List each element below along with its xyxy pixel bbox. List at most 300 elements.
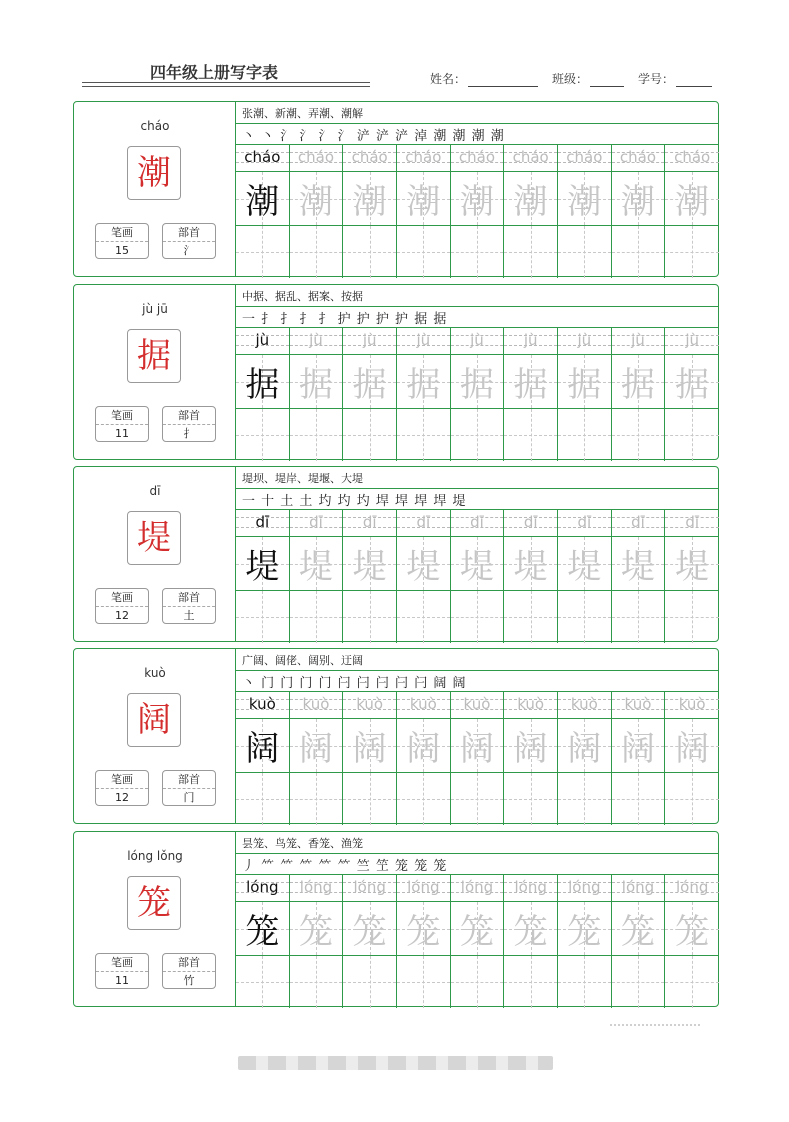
pinyin-cell[interactable]: [451, 874, 504, 902]
pinyin-cell[interactable]: [343, 144, 396, 172]
practice-column: [558, 144, 612, 278]
empty-cell[interactable]: [612, 773, 665, 825]
character-pinyin: cháo: [140, 119, 170, 133]
pinyin-cell[interactable]: [665, 509, 719, 537]
empty-cell[interactable]: [558, 226, 611, 278]
pinyin-trace: dī: [416, 513, 431, 531]
empty-cell[interactable]: [236, 773, 289, 825]
pinyin-trace: dī: [523, 513, 538, 531]
char-trace: 堤: [352, 547, 387, 587]
pinyin-trace: cháo: [674, 148, 711, 166]
id-field[interactable]: [676, 74, 712, 87]
practice-column: [558, 874, 612, 1008]
char-trace: 据: [620, 365, 655, 405]
empty-cell[interactable]: [343, 226, 396, 278]
practice-column: [612, 144, 666, 278]
pinyin-cell[interactable]: [397, 874, 450, 902]
practice-column: [397, 144, 451, 278]
char-cell[interactable]: [558, 719, 611, 773]
pinyin-cell[interactable]: [451, 327, 504, 355]
practice-column: [290, 144, 344, 278]
char-trace: 笼: [567, 912, 602, 952]
pinyin-trace: jù: [685, 331, 699, 349]
char-trace: 潮: [406, 182, 441, 222]
pinyin-trace: cháo: [566, 148, 603, 166]
character-box: [127, 876, 181, 930]
empty-cell[interactable]: [504, 409, 557, 461]
char-cell[interactable]: [290, 719, 343, 773]
pinyin-cell[interactable]: [504, 691, 557, 719]
empty-cell[interactable]: [665, 956, 719, 1008]
char-trace: 潮: [298, 182, 333, 222]
pinyin-cell[interactable]: [558, 874, 611, 902]
pinyin-trace: dī: [255, 513, 270, 531]
char-cell[interactable]: [451, 355, 504, 409]
pinyin-trace: dī: [631, 513, 645, 531]
row-divider: [236, 853, 719, 854]
practice-column: [290, 691, 344, 825]
row-divider: [236, 123, 719, 124]
empty-cell[interactable]: [397, 226, 450, 278]
pinyin-trace: cháo: [244, 148, 281, 166]
char-trace: 据: [513, 365, 548, 405]
pinyin-cell[interactable]: [612, 691, 665, 719]
pinyin-cell[interactable]: [236, 874, 289, 902]
radical-box: [162, 953, 216, 989]
char-cell[interactable]: [612, 719, 665, 773]
empty-cell[interactable]: [290, 226, 343, 278]
name-field[interactable]: [468, 74, 538, 87]
stroke-order: 一 扌 扌 扌 扌 护 护 护 护 据 据: [242, 312, 448, 327]
char-cell[interactable]: [236, 537, 289, 591]
pinyin-cell[interactable]: [397, 144, 450, 172]
radical-box: [162, 770, 216, 806]
char-cell[interactable]: [665, 537, 719, 591]
char-cell[interactable]: [343, 719, 396, 773]
empty-cell[interactable]: [612, 591, 665, 643]
pinyin-trace: dī: [470, 513, 484, 531]
word-list: 中据、据乱、据案、按据: [242, 290, 363, 303]
pinyin-trace: kuò: [248, 695, 276, 713]
empty-cell[interactable]: [451, 409, 504, 461]
practice-column: [236, 874, 290, 1008]
strokes-label: 笔画: [96, 954, 148, 972]
practice-column: [558, 509, 612, 643]
strokes-box: [95, 588, 149, 624]
char-cell[interactable]: [558, 902, 611, 956]
practice-area: [236, 467, 719, 641]
pinyin-cell[interactable]: [665, 144, 719, 172]
pinyin-trace: cháo: [405, 148, 442, 166]
class-field[interactable]: [590, 74, 624, 87]
practice-column: [612, 327, 666, 461]
character-box: [127, 693, 181, 747]
practice-column: [504, 509, 558, 643]
practice-column: [343, 691, 397, 825]
pinyin-cell[interactable]: [504, 327, 557, 355]
row-divider: [236, 670, 719, 671]
char-trace: 笼: [620, 912, 655, 952]
char-cell[interactable]: [397, 719, 450, 773]
char-trace: 堤: [298, 547, 333, 587]
practice-area: [236, 832, 719, 1006]
empty-cell[interactable]: [504, 591, 557, 643]
pinyin-trace: kuò: [624, 695, 652, 713]
empty-cell[interactable]: [665, 226, 719, 278]
char-cell[interactable]: [290, 537, 343, 591]
char-trace: 笼: [352, 912, 387, 952]
char-cell[interactable]: [504, 537, 557, 591]
practice-column: [397, 327, 451, 461]
id-label: 学号：: [638, 72, 675, 86]
char-trace: 堤: [245, 547, 280, 587]
char-cell[interactable]: [236, 172, 289, 226]
char-cell[interactable]: [665, 355, 719, 409]
pinyin-cell[interactable]: [665, 874, 719, 902]
title-underline-2: [82, 86, 370, 87]
empty-cell[interactable]: [665, 591, 719, 643]
empty-cell[interactable]: [343, 956, 396, 1008]
radical-label: 部首: [163, 224, 215, 242]
char-cell[interactable]: [290, 355, 343, 409]
empty-cell[interactable]: [397, 956, 450, 1008]
character-info: [74, 102, 236, 276]
word-list: 张潮、新潮、弄潮、潮解: [242, 107, 363, 120]
stroke-order: 一 十 土 土 圴 圴 圴 垾 垾 垾 垾 堤: [242, 494, 467, 509]
pinyin-cell[interactable]: [236, 144, 289, 172]
char-cell[interactable]: [290, 172, 343, 226]
empty-cell[interactable]: [236, 409, 289, 461]
character-box: [127, 146, 181, 200]
strokes-label: 笔画: [96, 407, 148, 425]
pinyin-cell[interactable]: [236, 691, 289, 719]
char-cell[interactable]: [397, 902, 450, 956]
character-card: [73, 466, 719, 642]
empty-cell[interactable]: [665, 409, 719, 461]
empty-cell[interactable]: [504, 956, 557, 1008]
pinyin-trace: kuò: [356, 695, 384, 713]
pinyin-trace: jù: [416, 331, 431, 349]
word-list: 昙笼、鸟笼、香笼、渔笼: [242, 837, 363, 850]
pinyin-cell[interactable]: [612, 874, 665, 902]
practice-column: [236, 144, 290, 278]
char-cell[interactable]: [612, 172, 665, 226]
practice-column: [236, 691, 290, 825]
empty-cell[interactable]: [612, 226, 665, 278]
char-trace: 阔: [298, 729, 333, 769]
pinyin-cell[interactable]: [451, 509, 504, 537]
char-trace: 阔: [406, 729, 441, 769]
empty-cell[interactable]: [558, 409, 611, 461]
character-info: [74, 467, 236, 641]
empty-cell[interactable]: [451, 591, 504, 643]
pinyin-trace: dī: [309, 513, 323, 531]
pinyin-cell[interactable]: [558, 509, 611, 537]
empty-cell[interactable]: [504, 226, 557, 278]
practice-column: [665, 144, 719, 278]
practice-grid: [236, 691, 719, 824]
char-trace: 据: [675, 365, 710, 405]
pinyin-trace: jù: [631, 331, 645, 349]
pinyin-cell[interactable]: [504, 144, 557, 172]
char-cell[interactable]: [343, 172, 396, 226]
char-cell[interactable]: [236, 355, 289, 409]
pinyin-trace: cháo: [619, 148, 657, 166]
practice-column: [451, 691, 505, 825]
practice-column: [451, 327, 505, 461]
radical-box: [162, 223, 216, 259]
practice-column: [504, 874, 558, 1008]
class-label: 班级：: [552, 72, 589, 86]
empty-cell[interactable]: [558, 773, 611, 825]
practice-area: [236, 649, 719, 823]
pinyin-trace: kuò: [302, 695, 330, 713]
char-trace: 阔: [459, 729, 494, 769]
character-box: [127, 511, 181, 565]
char-cell[interactable]: [665, 172, 719, 226]
pinyin-cell[interactable]: [612, 144, 665, 172]
empty-cell[interactable]: [343, 773, 396, 825]
radical-value: 竹: [183, 974, 195, 987]
practice-column: [343, 874, 397, 1008]
char-cell[interactable]: [343, 537, 396, 591]
empty-cell[interactable]: [236, 956, 289, 1008]
pinyin-cell[interactable]: [397, 691, 450, 719]
practice-column: [236, 327, 290, 461]
empty-cell[interactable]: [612, 409, 665, 461]
practice-column: [343, 327, 397, 461]
pinyin-cell[interactable]: [665, 691, 719, 719]
practice-column: [451, 509, 505, 643]
char-cell[interactable]: [558, 355, 611, 409]
strokes-box: [95, 953, 149, 989]
char-cell[interactable]: [558, 537, 611, 591]
pinyin-trace: cháo: [512, 148, 549, 166]
radical-box: [162, 588, 216, 624]
char-trace: 笼: [459, 912, 494, 952]
empty-cell[interactable]: [451, 773, 504, 825]
pinyin-cell[interactable]: [558, 691, 611, 719]
pinyin-cell[interactable]: [397, 327, 450, 355]
pinyin-cell[interactable]: [343, 691, 396, 719]
char-trace: 阔: [675, 729, 710, 769]
pinyin-trace: jù: [255, 331, 270, 349]
empty-cell[interactable]: [558, 591, 611, 643]
stroke-order: 丿 ⺮ ⺮ ⺮ ⺮ ⺮ 竺 笁 笼 笼 笼: [242, 859, 448, 874]
character-card: [73, 648, 719, 824]
character-pinyin: jù jū: [142, 302, 168, 316]
practice-column: [290, 509, 344, 643]
radical-value: 扌: [183, 427, 195, 440]
pinyin-trace: lóng: [246, 878, 279, 896]
radical-label: 部首: [163, 407, 215, 425]
pinyin-cell[interactable]: [504, 509, 557, 537]
pinyin-cell[interactable]: [612, 509, 665, 537]
character: 据: [137, 336, 171, 376]
char-trace: 据: [567, 365, 602, 405]
pinyin-cell[interactable]: [343, 509, 396, 537]
practice-column: [290, 327, 344, 461]
pinyin-trace: jù: [362, 331, 377, 349]
char-cell[interactable]: [504, 355, 557, 409]
character-card: [73, 831, 719, 1007]
radical-label: 部首: [163, 954, 215, 972]
practice-column: [612, 874, 666, 1008]
strokes-box: [95, 223, 149, 259]
pinyin-trace: jù: [470, 331, 484, 349]
empty-cell[interactable]: [343, 591, 396, 643]
pinyin-trace: jù: [577, 331, 592, 349]
pinyin-cell[interactable]: [451, 144, 504, 172]
empty-cell[interactable]: [451, 956, 504, 1008]
pinyin-cell[interactable]: [558, 144, 611, 172]
radical-box: [162, 406, 216, 442]
practice-column: [236, 509, 290, 643]
char-cell[interactable]: [290, 902, 343, 956]
footer-watermark: [238, 1056, 553, 1070]
empty-cell[interactable]: [290, 409, 343, 461]
practice-column: [397, 691, 451, 825]
char-cell[interactable]: [343, 355, 396, 409]
pinyin-trace: dī: [362, 513, 377, 531]
pinyin-trace: cháo: [351, 148, 388, 166]
char-trace: 笼: [406, 912, 441, 952]
char-trace: 笼: [245, 912, 280, 952]
radical-label: 部首: [163, 771, 215, 789]
pinyin-cell[interactable]: [665, 327, 719, 355]
pinyin-trace: kuò: [463, 695, 491, 713]
char-cell[interactable]: [504, 719, 557, 773]
char-cell[interactable]: [397, 355, 450, 409]
stroke-order: 丶 丶 氵 氵 氵 氵 浐 浐 浐 淖 潮 潮 潮 潮: [242, 129, 505, 144]
empty-cell[interactable]: [397, 409, 450, 461]
title-underline: [82, 82, 370, 83]
char-trace: 堤: [675, 547, 710, 587]
pinyin-cell[interactable]: [504, 874, 557, 902]
pinyin-trace: lóng: [514, 878, 547, 896]
character-info: [74, 832, 236, 1006]
pinyin-trace: kuò: [517, 695, 545, 713]
word-list: 广阔、阔佬、阔别、迂阔: [242, 654, 363, 667]
character-pinyin: lóng lǒng: [127, 849, 183, 863]
char-trace: 据: [406, 365, 441, 405]
empty-cell[interactable]: [343, 409, 396, 461]
practice-column: [504, 144, 558, 278]
empty-cell[interactable]: [504, 773, 557, 825]
pinyin-trace: lóng: [568, 878, 601, 896]
practice-column: [612, 691, 666, 825]
empty-cell[interactable]: [236, 226, 289, 278]
pinyin-cell[interactable]: [558, 327, 611, 355]
pinyin-cell[interactable]: [343, 874, 396, 902]
char-cell[interactable]: [451, 172, 504, 226]
practice-column: [665, 509, 719, 643]
empty-cell[interactable]: [612, 956, 665, 1008]
practice-column: [343, 509, 397, 643]
character-card: [73, 284, 719, 460]
character-card: [73, 101, 719, 277]
pinyin-cell[interactable]: [612, 327, 665, 355]
char-cell[interactable]: [236, 719, 289, 773]
character: 潮: [137, 153, 171, 193]
pinyin-cell[interactable]: [290, 691, 343, 719]
strokes-box: [95, 770, 149, 806]
char-cell[interactable]: [558, 172, 611, 226]
char-cell[interactable]: [451, 902, 504, 956]
pinyin-trace: lóng: [460, 878, 494, 896]
pinyin-cell[interactable]: [290, 874, 343, 902]
char-trace: 据: [245, 365, 280, 405]
char-cell[interactable]: [451, 719, 504, 773]
char-cell[interactable]: [397, 537, 450, 591]
pinyin-cell[interactable]: [290, 509, 343, 537]
practice-column: [504, 327, 558, 461]
char-trace: 潮: [567, 182, 602, 222]
pinyin-cell[interactable]: [290, 144, 343, 172]
char-cell[interactable]: [504, 902, 557, 956]
char-cell[interactable]: [236, 902, 289, 956]
pinyin-cell[interactable]: [343, 327, 396, 355]
pinyin-trace: lóng: [407, 878, 440, 896]
char-cell[interactable]: [343, 902, 396, 956]
row-divider: [236, 488, 719, 489]
empty-cell[interactable]: [290, 773, 343, 825]
char-trace: 阔: [245, 729, 280, 769]
empty-cell[interactable]: [397, 773, 450, 825]
char-cell[interactable]: [612, 537, 665, 591]
char-trace: 潮: [352, 182, 387, 222]
pinyin-cell[interactable]: [290, 327, 343, 355]
strokes-value: 11: [115, 974, 129, 987]
char-cell[interactable]: [665, 719, 719, 773]
empty-cell[interactable]: [451, 226, 504, 278]
empty-cell[interactable]: [665, 773, 719, 825]
pinyin-trace: lóng: [675, 878, 709, 896]
char-cell[interactable]: [397, 172, 450, 226]
empty-cell[interactable]: [290, 591, 343, 643]
pinyin-trace: kuò: [570, 695, 598, 713]
strokes-label: 笔画: [96, 224, 148, 242]
char-cell[interactable]: [665, 902, 719, 956]
char-cell[interactable]: [612, 355, 665, 409]
pinyin-cell[interactable]: [451, 691, 504, 719]
practice-column: [665, 327, 719, 461]
empty-cell[interactable]: [558, 956, 611, 1008]
character-info: [74, 649, 236, 823]
pinyin-cell[interactable]: [397, 509, 450, 537]
char-trace: 潮: [620, 182, 655, 222]
empty-cell[interactable]: [236, 591, 289, 643]
student-info: [430, 70, 712, 87]
char-cell[interactable]: [612, 902, 665, 956]
empty-cell[interactable]: [397, 591, 450, 643]
empty-cell[interactable]: [290, 956, 343, 1008]
practice-grid: [236, 327, 719, 460]
pinyin-trace: lóng: [621, 878, 655, 896]
practice-column: [451, 874, 505, 1008]
char-cell[interactable]: [504, 172, 557, 226]
pinyin-trace: lóng: [353, 878, 386, 896]
pinyin-cell[interactable]: [236, 509, 289, 537]
char-cell[interactable]: [451, 537, 504, 591]
pinyin-trace: kuò: [409, 695, 437, 713]
char-trace: 阔: [567, 729, 602, 769]
practice-column: [343, 144, 397, 278]
char-trace: 据: [352, 365, 387, 405]
strokes-label: 笔画: [96, 589, 148, 607]
char-trace: 潮: [675, 182, 710, 222]
pinyin-cell[interactable]: [236, 327, 289, 355]
